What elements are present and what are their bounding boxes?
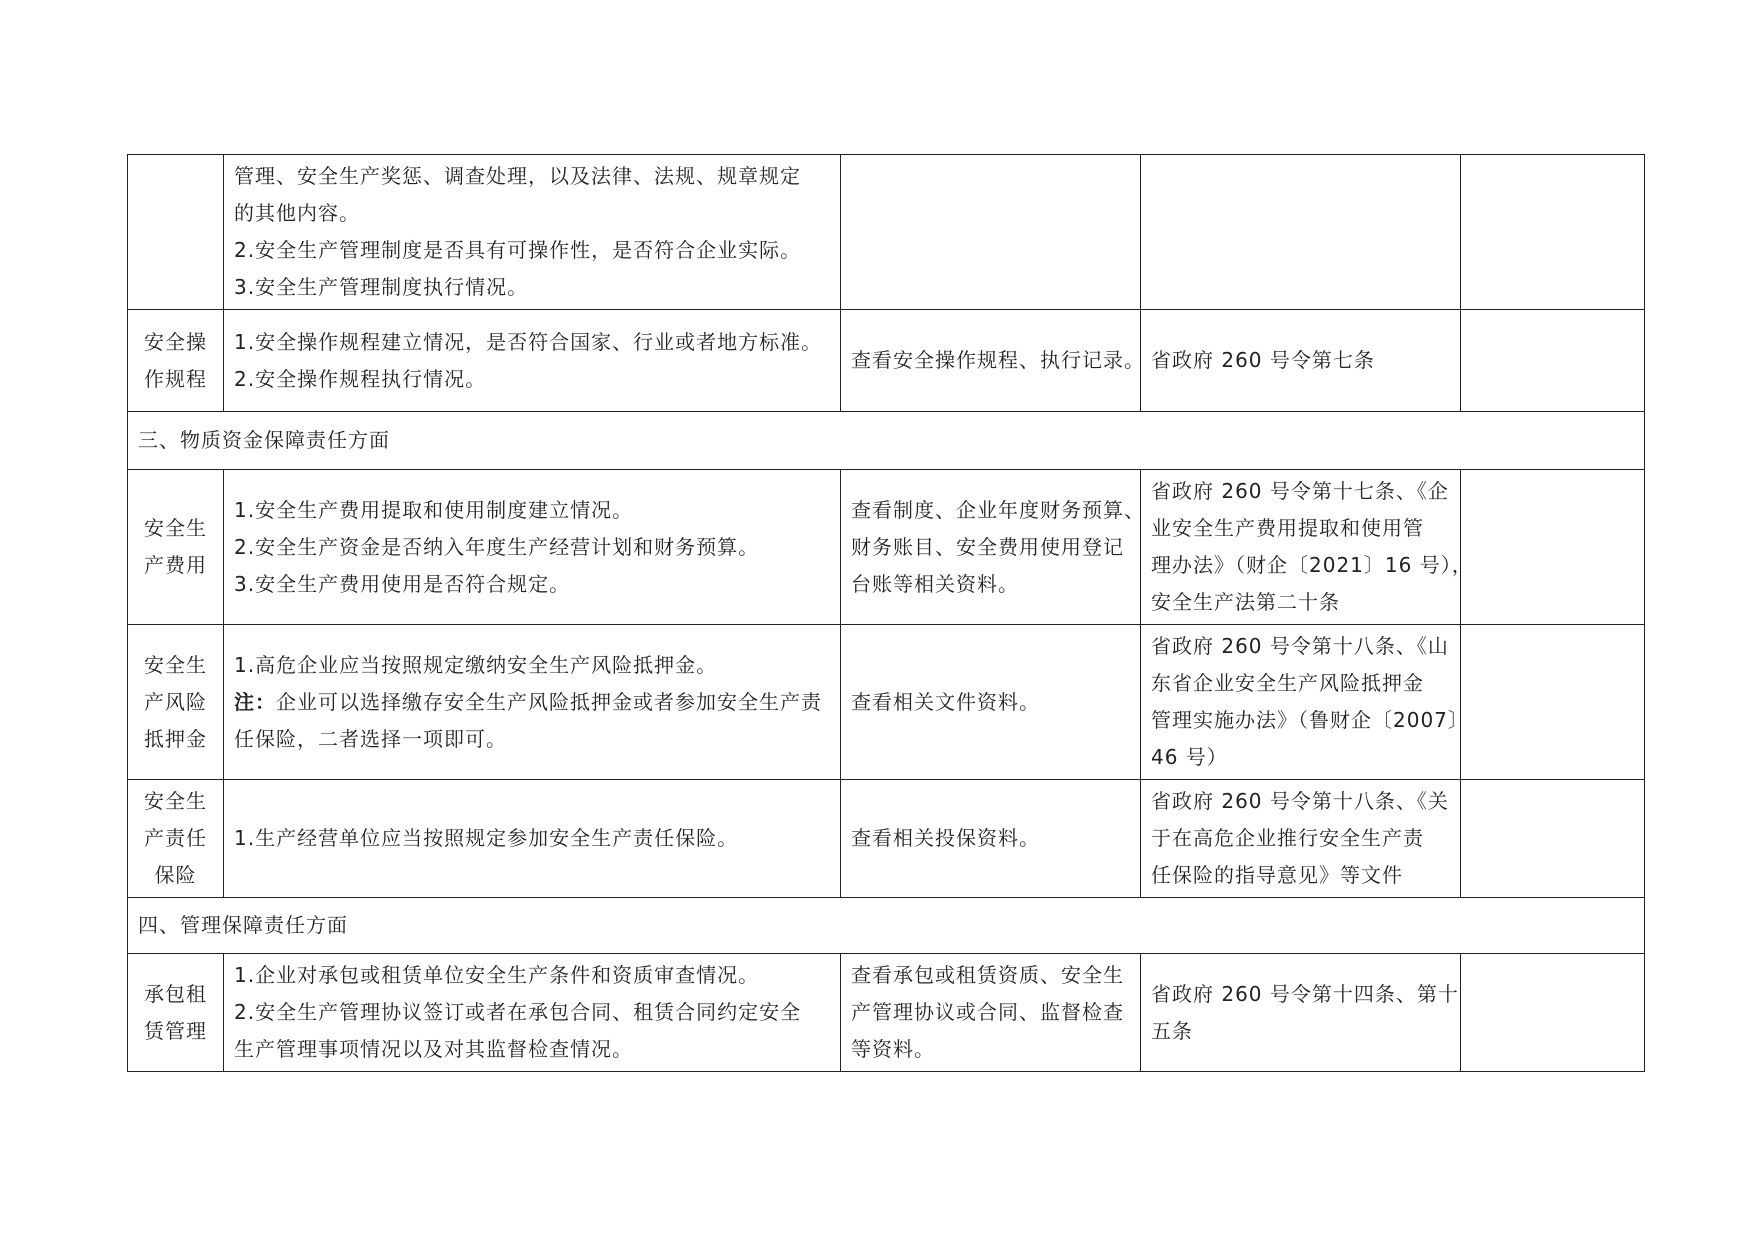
method-line: 查看相关投保资料。	[851, 826, 1040, 850]
item-cell	[128, 625, 224, 780]
method-cell	[841, 954, 1141, 1072]
item-label-line: 赁管理	[144, 1018, 207, 1043]
content-cell	[224, 625, 841, 780]
content-cell	[224, 780, 841, 898]
content-line: 1.安全生产费用提取和使用制度建立情况。	[234, 497, 634, 522]
basis-line: 理办法》（财企〔2021〕16 号），	[1151, 553, 1473, 577]
method-line: 查看相关文件资料。	[851, 689, 1040, 714]
note-label: 注：	[234, 689, 276, 714]
item-label-line: 保险	[154, 863, 197, 887]
item-label-line: 作规程	[144, 366, 207, 391]
item-label-line: 承包租	[144, 981, 207, 1006]
item-label-line: 安全生	[144, 652, 207, 677]
inspection-table	[127, 154, 1645, 1072]
section-heading: 四、管理保障责任方面	[128, 898, 1645, 954]
table-row	[128, 310, 1645, 412]
content-line: 2.安全生产资金是否纳入年度生产经营计划和财务预算。	[234, 534, 760, 559]
basis-line: 业安全生产费用提取和使用管	[1151, 516, 1424, 540]
basis-line: 于在高危企业推行安全生产责	[1151, 826, 1424, 850]
item-label-line: 产风险	[144, 689, 207, 714]
item-label-line: 抵押金	[144, 726, 207, 751]
content-cell	[224, 155, 841, 310]
basis-cell	[1141, 954, 1461, 1072]
note-text: 企业可以选择缴存安全生产风险抵押金或者参加安全生产责任保险，二者选择一项即可。	[234, 689, 822, 751]
remark-cell	[1461, 155, 1645, 310]
content-line: 1.企业对承包或租赁单位安全生产条件和资质审查情况。	[234, 963, 760, 987]
table-row	[128, 625, 1645, 780]
table-row	[128, 954, 1645, 1072]
remark-cell	[1461, 470, 1645, 625]
content-cell	[224, 954, 841, 1072]
method-line: 产管理协议或合同、监督检查	[851, 1000, 1124, 1024]
content-line: 2.安全生产管理协议签订或者在承包合同、租赁合同约定安全	[234, 1000, 802, 1024]
content-line: 管理、安全生产奖惩、调查处理，以及法律、法规、规章规定	[234, 164, 801, 188]
remark-cell	[1461, 954, 1645, 1072]
table-row	[128, 470, 1645, 625]
basis-line: 省政府 260 号令第十四条、第十	[1151, 981, 1459, 1006]
item-cell	[128, 780, 224, 898]
basis-line: 46 号）	[1151, 745, 1228, 769]
basis-cell	[1141, 780, 1461, 898]
section-row	[128, 412, 1645, 470]
item-label-line: 安全生	[144, 789, 207, 813]
basis-line: 东省企业安全生产风险抵押金	[1151, 671, 1424, 695]
content-line: 生产管理事项情况以及对其监督检查情况。	[234, 1037, 633, 1061]
content-line: 2.安全生产管理制度是否具有可操作性，是否符合企业实际。	[234, 238, 802, 262]
basis-line: 五条	[1151, 1018, 1193, 1043]
content-line: 1.高危企业应当按照规定缴纳安全生产风险抵押金。	[234, 652, 718, 677]
method-line: 查看制度、企业年度财务预算、	[851, 497, 1145, 522]
content-cell	[224, 310, 841, 412]
method-line: 查看安全操作规程、执行记录。	[851, 348, 1145, 372]
content-cell	[224, 470, 841, 625]
basis-cell	[1141, 625, 1469, 780]
basis-line: 省政府 260 号令第十八条、《关	[1151, 789, 1449, 813]
basis-cell	[1141, 155, 1461, 310]
basis-line: 省政府 260 号令第七条	[1151, 348, 1375, 372]
item-cell	[128, 954, 224, 1072]
table-row	[128, 155, 1645, 310]
section-heading: 三、物质资金保障责任方面	[128, 412, 1645, 470]
item-cell	[128, 310, 224, 412]
table-row	[128, 780, 1645, 898]
method-cell	[841, 470, 1145, 625]
section-row	[128, 898, 1645, 954]
note-paragraph	[234, 684, 830, 758]
method-cell	[841, 780, 1141, 898]
method-cell	[841, 310, 1145, 412]
method-line: 台账等相关资料。	[851, 571, 1019, 596]
basis-line: 管理实施办法》（鲁财企〔2007〕	[1151, 708, 1469, 732]
method-line: 等资料。	[851, 1037, 935, 1061]
item-label-line: 产责任	[144, 826, 207, 850]
basis-cell	[1141, 470, 1473, 625]
method-line: 财务账目、安全费用使用登记	[851, 534, 1124, 559]
content-line: 2.安全操作规程执行情况。	[234, 366, 487, 391]
remark-cell	[1461, 625, 1645, 780]
item-label-line: 产费用	[144, 553, 207, 577]
basis-line: 省政府 260 号令第十八条、《山	[1151, 634, 1449, 658]
basis-cell	[1141, 310, 1461, 412]
content-line: 3.安全生产管理制度执行情况。	[234, 275, 529, 299]
method-line: 查看承包或租赁资质、安全生	[851, 963, 1124, 987]
method-cell	[841, 155, 1141, 310]
item-label-line: 安全操	[144, 329, 207, 354]
basis-line: 安全生产法第二十条	[1151, 590, 1340, 614]
remark-cell	[1461, 780, 1645, 898]
item-cell	[128, 470, 224, 625]
item-cell	[128, 155, 224, 310]
content-line: 1.生产经营单位应当按照规定参加安全生产责任保险。	[234, 826, 739, 850]
content-line: 的其他内容。	[234, 201, 360, 225]
basis-line: 省政府 260 号令第十七条、《企	[1151, 479, 1449, 503]
method-cell	[841, 625, 1141, 780]
item-label-line: 安全生	[144, 516, 207, 540]
content-line: 3.安全生产费用使用是否符合规定。	[234, 571, 571, 596]
remark-cell	[1461, 310, 1645, 412]
basis-line: 任保险的指导意见》等文件	[1151, 863, 1403, 887]
content-line: 1.安全操作规程建立情况，是否符合国家、行业或者地方标准。	[234, 329, 823, 354]
